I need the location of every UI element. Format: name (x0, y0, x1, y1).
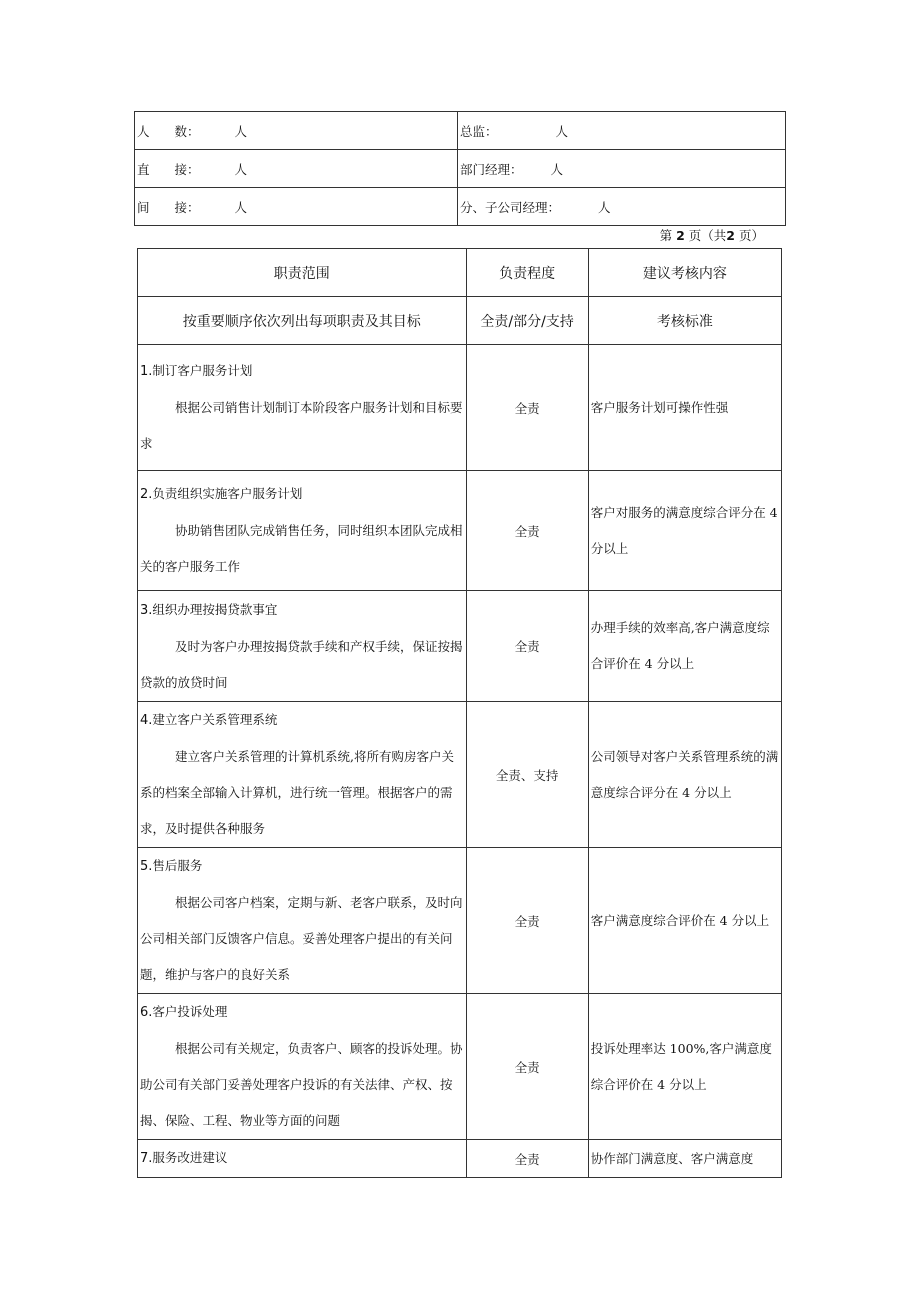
headcount-unit: 人 (555, 123, 569, 139)
duty-cell (138, 994, 467, 1140)
headcount-row (135, 188, 786, 226)
subheader-level: 全责/部分/支持 (466, 297, 588, 345)
duty-row (138, 702, 782, 848)
duty-number: 4. (140, 713, 153, 728)
page-mid: 页（共 (688, 228, 727, 243)
duty-level: 全责 (466, 591, 588, 702)
duties-table (137, 248, 782, 1178)
page-total: 2 (726, 228, 735, 243)
page-number: 2 (676, 228, 685, 243)
headcount-label: 部门经理： (460, 161, 523, 177)
headcount-table (134, 111, 786, 226)
subheader-row (138, 297, 782, 345)
col-header-scope: 职责范围 (138, 249, 467, 297)
headcount-cell (458, 188, 786, 226)
duty-number: 2. (140, 487, 153, 502)
col-header-assessment: 建议考核内容 (588, 249, 781, 297)
duty-number: 3. (140, 602, 153, 618)
duty-row (138, 345, 782, 471)
page-prefix: 第 (659, 228, 673, 243)
duty-level: 全责 (466, 1140, 588, 1178)
duty-level: 全责、支持 (466, 702, 588, 848)
headcount-cell (135, 112, 458, 150)
headcount-label: 间 接： (137, 199, 200, 215)
duty-description: 建立客户关系管理的计算机系统,将所有购房客户关系的档案全部输入计算机，进行统一管理。根据客户的需求，及时提供各种服务 (140, 749, 454, 836)
duty-title (140, 1140, 464, 1177)
headcount-label: 人 数： (137, 123, 200, 139)
duty-standard: 公司领导对客户关系管理系统的满意度综合评分在 4 分以上 (588, 702, 781, 848)
page-indicator (660, 226, 764, 244)
duty-title-text: 建立客户关系管理系统 (152, 712, 278, 727)
headcount-row (135, 112, 786, 150)
duty-cell (138, 471, 467, 591)
duty-row (138, 994, 782, 1140)
headcount-cell (458, 150, 786, 188)
duty-number: 7. (140, 1151, 153, 1166)
duty-title (140, 476, 464, 513)
duty-description: 根据公司销售计划制订本阶段客户服务计划和目标要求 (140, 400, 463, 451)
headcount-unit: 人 (550, 161, 564, 177)
duty-row (138, 591, 782, 702)
duty-title-text: 售后服务 (152, 858, 203, 873)
duty-standard: 客户满意度综合评价在 4 分以上 (588, 848, 781, 994)
duty-title (140, 994, 464, 1031)
page-suffix: 页） (738, 228, 764, 243)
duty-title (140, 592, 464, 629)
duty-level: 全责 (466, 994, 588, 1140)
duty-cell (138, 1140, 467, 1178)
duty-number: 6. (140, 1005, 153, 1020)
headcount-unit: 人 (234, 161, 248, 177)
headcount-label: 直 接： (137, 161, 200, 177)
duty-title-text: 负责组织实施客户服务计划 (152, 486, 303, 501)
headcount-cell (135, 188, 458, 226)
duty-title (140, 848, 464, 885)
duty-standard: 客户对服务的满意度综合评分在 4 分以上 (588, 471, 781, 591)
header-row (138, 249, 782, 297)
duty-title-text: 客户投诉处理 (152, 1004, 228, 1019)
duty-standard: 协作部门满意度、客户满意度 (588, 1140, 781, 1178)
duty-description: 根据公司客户档案，定期与新、老客户联系，及时向公司相关部门反馈客户信息。妥善处理客户提出的有关问题，维护与客户的良好关系 (140, 895, 463, 982)
headcount-unit: 人 (234, 199, 248, 215)
duty-cell (138, 848, 467, 994)
duty-cell (138, 345, 467, 471)
duty-number: 1. (140, 364, 153, 379)
headcount-row (135, 150, 786, 188)
duty-level: 全责 (466, 345, 588, 471)
duty-description: 及时为客户办理按揭贷款手续和产权手续，保证按揭贷款的放贷时间 (140, 638, 463, 690)
duty-description: 协助销售团队完成销售任务，同时组织本团队完成相关的客户服务工作 (140, 523, 463, 574)
duty-level: 全责 (466, 471, 588, 591)
headcount-unit: 人 (598, 199, 611, 215)
duty-standard: 办理手续的效率高,客户满意度综合评价在 4 分以上 (588, 591, 781, 702)
duty-title-text: 组织办理按揭贷款事宜 (152, 601, 278, 617)
duty-level: 全责 (466, 848, 588, 994)
duty-title-text: 服务改进建议 (152, 1150, 228, 1165)
duty-number: 5. (140, 859, 153, 874)
headcount-cell (458, 112, 786, 150)
duty-description: 根据公司有关规定，负责客户、顾客的投诉处理。协助公司有关部门妥善处理客户投诉的有关法律、产权、按揭、保险、工程、物业等方面的问题 (140, 1041, 463, 1128)
headcount-unit: 人 (234, 123, 248, 139)
duty-title (140, 702, 464, 739)
col-header-responsibility: 负责程度 (466, 249, 588, 297)
duty-cell (138, 591, 467, 702)
duty-standard: 客户服务计划可操作性强 (588, 345, 781, 471)
duty-row (138, 471, 782, 591)
duty-cell (138, 702, 467, 848)
duty-row (138, 1140, 782, 1178)
headcount-label: 总监： (460, 123, 498, 139)
duty-title-text: 制订客户服务计划 (152, 363, 253, 378)
duty-row (138, 848, 782, 994)
headcount-label: 分、子公司经理： (460, 199, 561, 215)
duty-standard: 投诉处理率达 100%,客户满意度综合评价在 4 分以上 (588, 994, 781, 1140)
duty-title (140, 353, 464, 390)
subheader-standard: 考核标准 (588, 297, 781, 345)
headcount-cell (135, 150, 458, 188)
subheader-duties: 按重要顺序依次列出每项职责及其目标 (138, 297, 467, 345)
